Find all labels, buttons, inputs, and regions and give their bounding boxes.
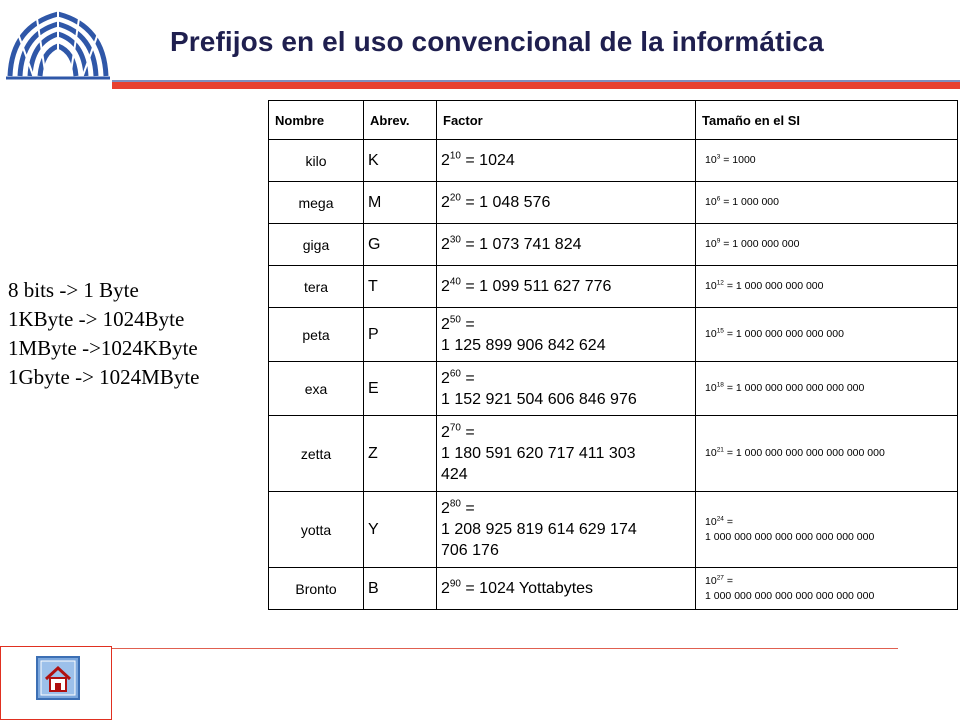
si-exponent: 6 (716, 195, 721, 203)
factor-base: 2 (441, 500, 450, 517)
si-exponent: 15 (716, 327, 724, 335)
cell-si (696, 266, 958, 308)
factor-value: 1 125 899 906 842 624 (441, 336, 606, 354)
prefix-name: kilo (305, 152, 327, 169)
si-exponent: 27 (716, 574, 724, 581)
cell-nombre (269, 308, 364, 362)
cell-factor (437, 224, 696, 266)
si-base: 10 (705, 238, 717, 250)
cell-si (696, 362, 958, 416)
table-row (269, 308, 958, 362)
prefix-abbr: P (368, 325, 379, 343)
cell-nombre (269, 266, 364, 308)
si-exponent: 24 (716, 515, 724, 522)
cell-si (696, 568, 958, 610)
header-nombre: Nombre (269, 101, 364, 140)
prefix-name: exa (304, 380, 328, 397)
cell-si (696, 140, 958, 182)
si-value: = 1 000 000 000 000 (723, 280, 824, 292)
table-header-row (269, 101, 958, 140)
cell-abrev (364, 362, 437, 416)
si-exponent: 18 (716, 381, 724, 389)
si-exponent: 9 (716, 237, 721, 245)
note-line: 1MByte ->1024KByte (8, 336, 198, 360)
prefix-abbr: Z (368, 444, 378, 462)
factor-exponent: 10 (449, 150, 461, 162)
cell-si (696, 182, 958, 224)
cell-si (696, 492, 958, 568)
prefix-abbr: E (368, 379, 379, 397)
table-row (269, 492, 958, 568)
cell-factor (437, 140, 696, 182)
cell-abrev (364, 266, 437, 308)
si-value: = 1000 (720, 154, 756, 166)
prefix-abbr: B (368, 579, 379, 597)
prefix-abbr: M (368, 193, 382, 211)
si-base: 10 (705, 515, 717, 528)
si-value: = 1 000 000 000 000 000 000 (723, 382, 865, 394)
factor-exponent: 30 (449, 234, 461, 246)
si-value: = (723, 515, 733, 528)
factor-value: = (460, 500, 475, 517)
prefix-name: Bronto (295, 580, 337, 597)
factor-exponent: 20 (449, 192, 461, 204)
cell-factor (437, 308, 696, 362)
cell-nombre (269, 568, 364, 610)
factor-value: = (460, 369, 475, 387)
factor-base: 2 (441, 194, 450, 211)
cell-nombre (269, 416, 364, 492)
header-abrev: Abrev. (364, 101, 437, 140)
factor-value: = 1 099 511 627 776 (460, 278, 612, 295)
factor-exponent: 60 (449, 368, 461, 380)
note-line: 1KByte -> 1024Byte (8, 307, 185, 331)
factor-value: = 1024 Yottabytes (460, 580, 594, 597)
factor-base: 2 (441, 152, 450, 169)
factor-value: 1 180 591 620 717 411 303 (441, 445, 636, 462)
si-exponent: 12 (716, 279, 724, 287)
factor-exponent: 90 (449, 578, 461, 590)
prefix-name: yotta (300, 521, 332, 538)
prefix-abbr: Y (368, 520, 379, 538)
prefix-name: mega (298, 194, 334, 211)
cell-factor (437, 362, 696, 416)
cell-abrev (364, 224, 437, 266)
factor-base: 2 (441, 580, 450, 597)
table-row (269, 568, 958, 610)
factor-value: 1 208 925 819 614 629 174 (441, 521, 637, 538)
factor-base: 2 (441, 236, 450, 253)
si-base: 10 (705, 328, 717, 340)
university-logo (2, 8, 114, 84)
cell-factor (437, 266, 696, 308)
cell-abrev (364, 140, 437, 182)
si-exponent: 21 (716, 446, 724, 454)
cell-si (696, 308, 958, 362)
si-value: = 1 000 000 (720, 196, 779, 208)
table-row (269, 182, 958, 224)
factor-value: = (460, 315, 475, 333)
prefix-abbr: G (368, 235, 381, 253)
factor-exponent: 80 (449, 498, 461, 510)
cell-factor (437, 568, 696, 610)
prefix-table (268, 100, 958, 610)
si-value: = (723, 574, 733, 587)
si-base: 10 (705, 196, 717, 208)
cell-nombre (269, 362, 364, 416)
prefix-abbr: T (368, 277, 378, 295)
si-base: 10 (705, 280, 717, 292)
note-line: 1Gbyte -> 1024MByte (8, 365, 200, 389)
header-accent-bar (112, 82, 960, 89)
factor-value: = (460, 424, 475, 441)
si-base: 10 (705, 447, 717, 459)
si-base: 10 (705, 382, 717, 394)
table-row (269, 140, 958, 182)
si-exponent: 3 (716, 153, 721, 161)
prefix-abbr: K (368, 151, 379, 169)
factor-value: 424 (441, 466, 468, 483)
prefix-name: zetta (300, 445, 332, 462)
cell-abrev (364, 492, 437, 568)
factor-exponent: 70 (449, 422, 461, 434)
si-value: = 1 000 000 000 000 000 000 000 (723, 447, 885, 459)
si-value: = 1 000 000 000 (720, 238, 800, 250)
cell-abrev (364, 568, 437, 610)
cell-factor (437, 416, 696, 492)
factor-value: = 1024 (460, 152, 515, 169)
footer-rule (112, 648, 898, 649)
table-row (269, 362, 958, 416)
table-row (269, 224, 958, 266)
note-line: 8 bits -> 1 Byte (8, 278, 139, 302)
si-base: 10 (705, 574, 717, 587)
cell-nombre (269, 224, 364, 266)
table-row (269, 266, 958, 308)
cell-factor (437, 492, 696, 568)
factor-value: = 1 048 576 (460, 194, 551, 211)
prefix-name: tera (303, 278, 329, 295)
si-value: = 1 000 000 000 000 000 (723, 328, 844, 340)
prefix-name: peta (302, 326, 330, 343)
factor-base: 2 (441, 278, 450, 295)
cell-abrev (364, 416, 437, 492)
home-icon[interactable] (36, 656, 80, 700)
table-row (269, 416, 958, 492)
byte-equivalences (8, 276, 200, 392)
si-base: 10 (705, 154, 717, 166)
cell-si (696, 416, 958, 492)
factor-base: 2 (441, 424, 450, 441)
page-title: Prefijos en el uso convencional de la informática (170, 26, 824, 57)
factor-base: 2 (441, 315, 450, 333)
cell-abrev (364, 308, 437, 362)
factor-value: 1 152 921 504 606 846 976 (441, 390, 637, 408)
si-value: 1 000 000 000 000 000 000 000 000 (705, 589, 875, 602)
factor-exponent: 50 (449, 314, 461, 326)
factor-value: = 1 073 741 824 (460, 236, 582, 253)
header-factor: Factor (437, 101, 696, 140)
cell-nombre (269, 492, 364, 568)
cell-nombre (269, 140, 364, 182)
factor-base: 2 (441, 369, 450, 387)
cell-factor (437, 182, 696, 224)
cell-nombre (269, 182, 364, 224)
factor-exponent: 40 (449, 276, 461, 288)
cell-abrev (364, 182, 437, 224)
header-si: Tamaño en el SI (696, 101, 958, 140)
cell-si (696, 224, 958, 266)
factor-value: 706 176 (441, 542, 499, 559)
prefix-name: giga (302, 236, 330, 253)
si-value: 1 000 000 000 000 000 000 000 000 (705, 530, 875, 543)
